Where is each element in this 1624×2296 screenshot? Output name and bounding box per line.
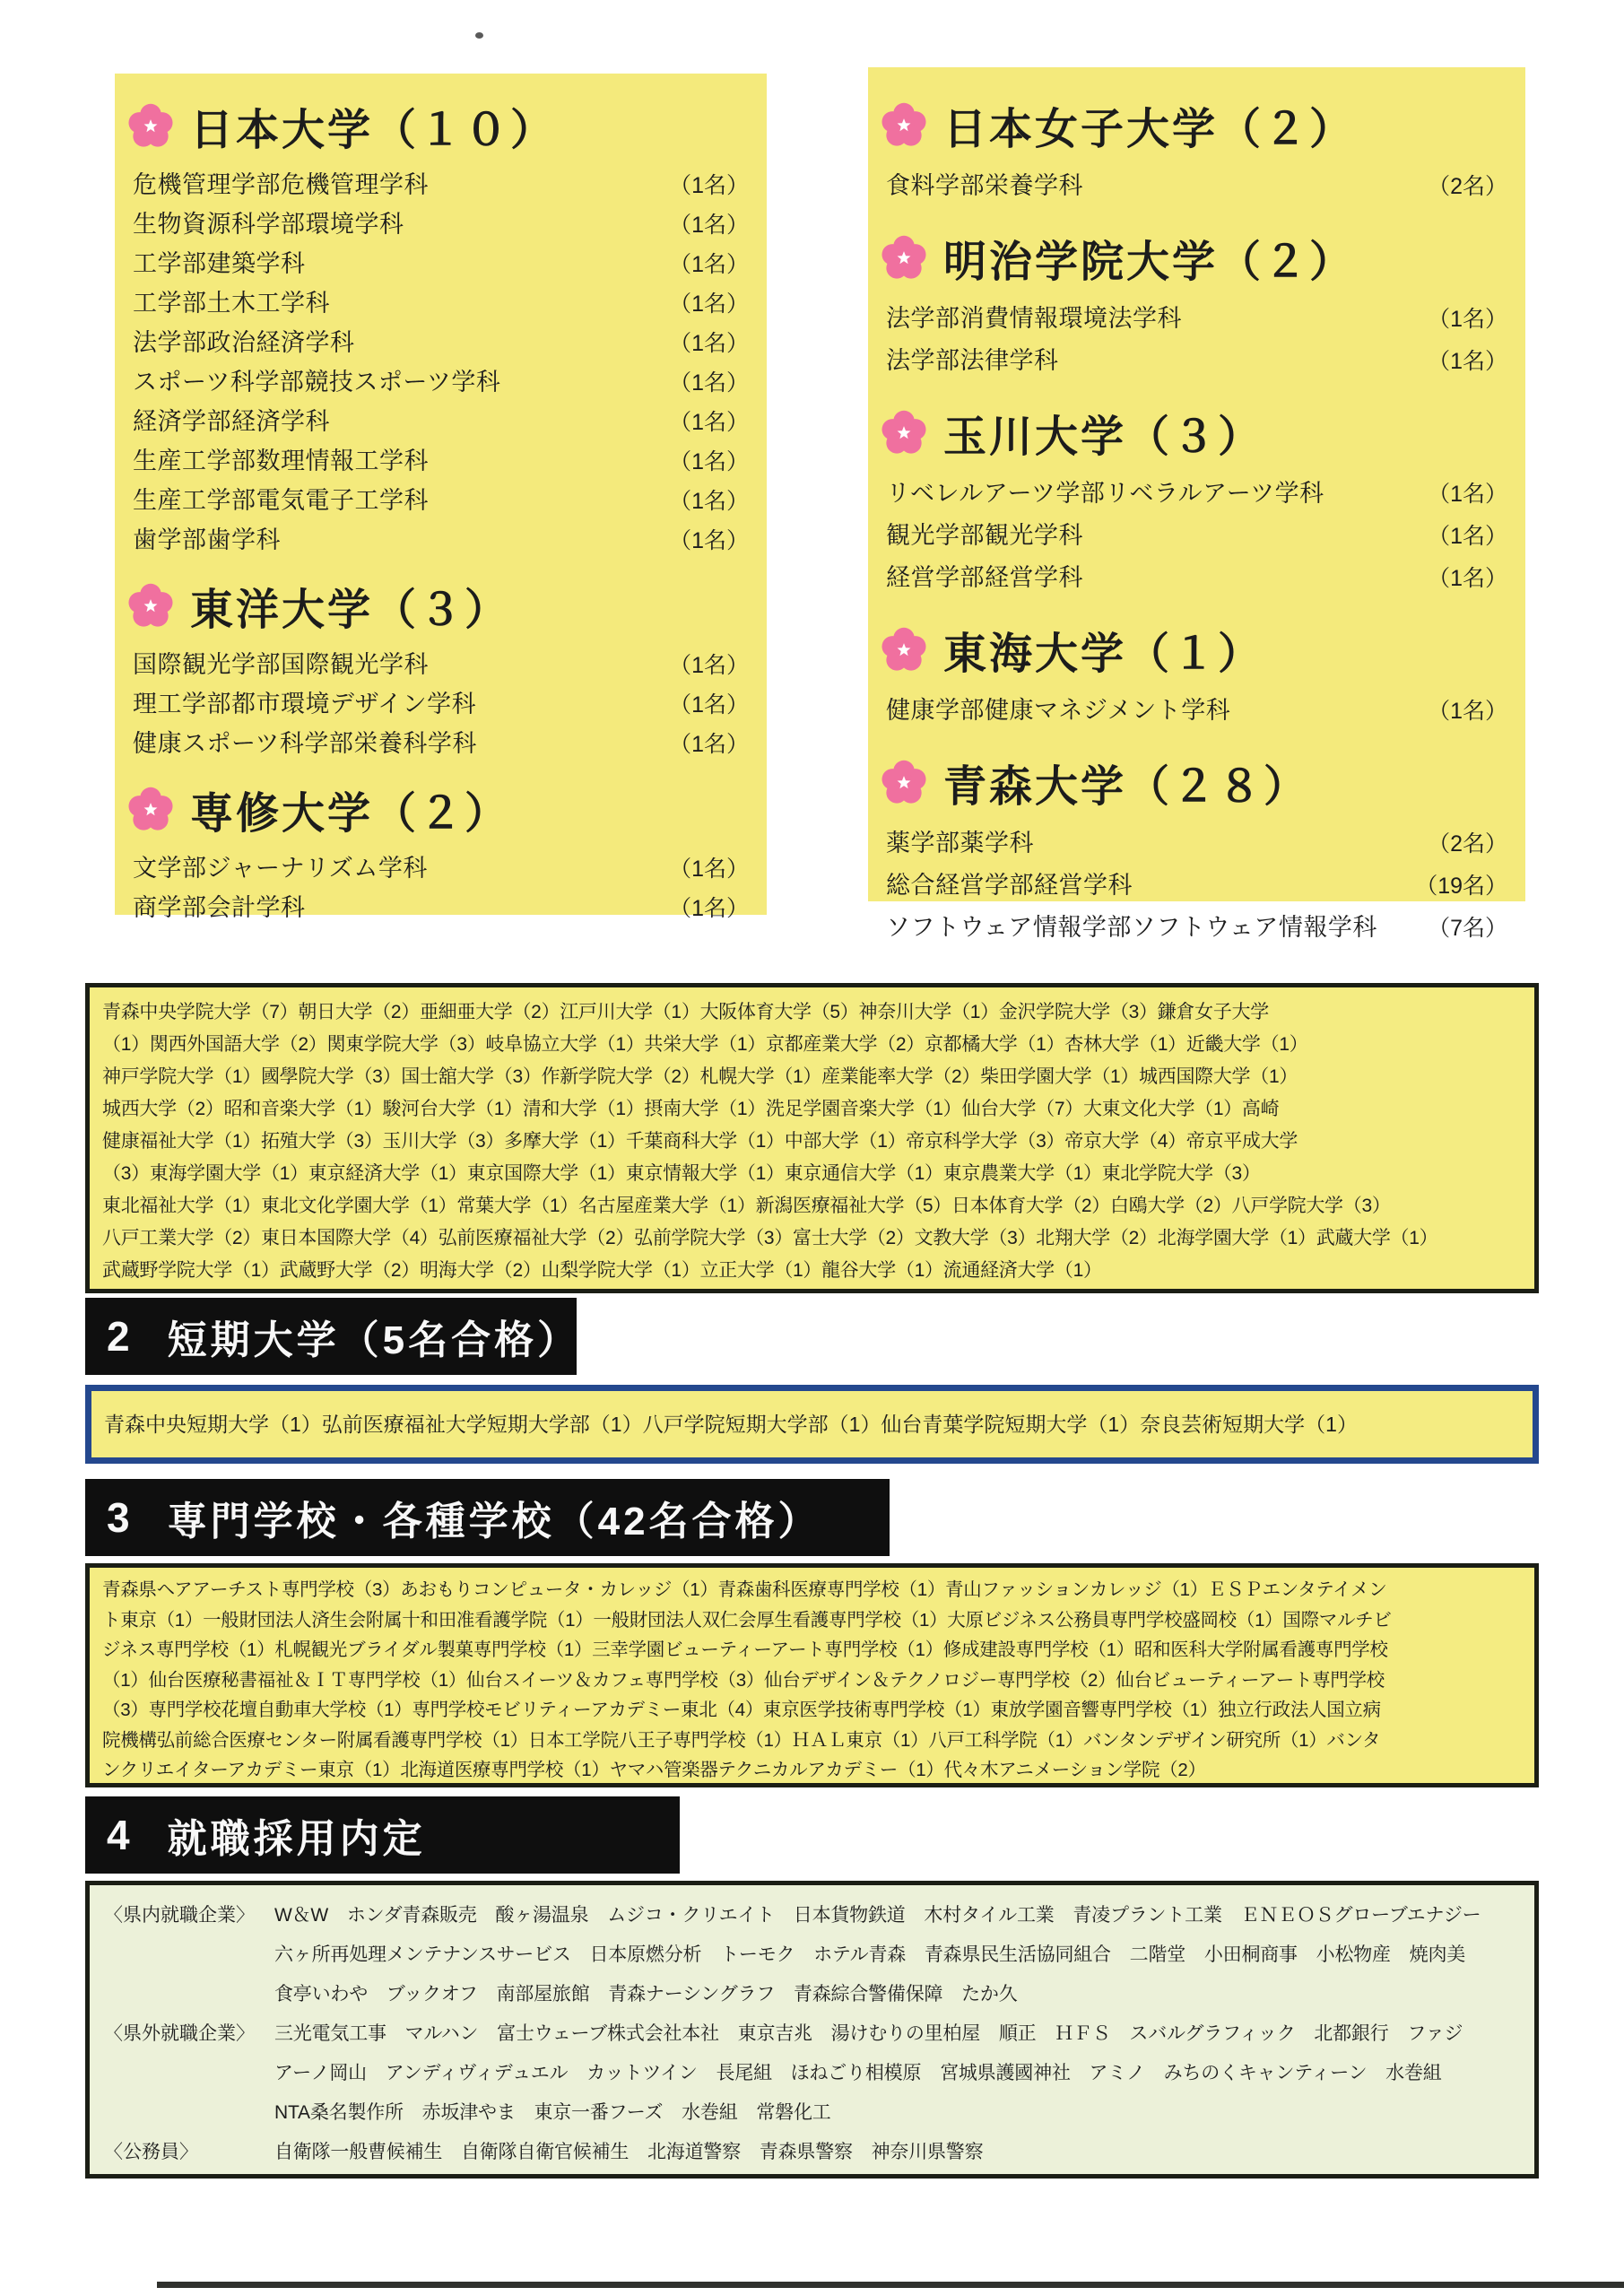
university-heading bbox=[879, 227, 1507, 289]
employment-companies-line: 食亭いわや ブックオフ 南部屋旅館 青森ナーシングラフ 青森綜合警備保障 たか久 bbox=[274, 1984, 1018, 2005]
department-name: 生産工学部数理情報工学科 bbox=[133, 448, 429, 474]
section-number: 2 bbox=[107, 1313, 130, 1360]
section-header-tandai bbox=[85, 1298, 581, 1375]
other-universities-line: 武蔵野学院大学（1）武蔵野大学（2）明海大学（2）山梨学院大学（1）立正大学（1）龍谷大学（1）流通経済大学（1） bbox=[102, 1260, 1102, 1281]
sakura-flower-icon bbox=[879, 758, 929, 808]
department-count: （1名） bbox=[669, 692, 749, 718]
department-name: 経済学部経済学科 bbox=[133, 408, 330, 435]
employment-category-label: 〈県内就職企業〉 bbox=[104, 1905, 255, 1926]
university-title: 青森大学（２８） bbox=[943, 763, 1310, 811]
employment-companies-line: 自衛隊一般曹候補生 自衛隊自衛官候補生 北海道警察 青森県警察 神奈川県警察 bbox=[274, 2142, 984, 2162]
department-count: （1名） bbox=[669, 370, 749, 396]
department-count: （1名） bbox=[669, 857, 749, 882]
department-row bbox=[133, 685, 749, 725]
employment-category-label bbox=[104, 2093, 274, 2133]
vocational-schools-line: 院機構弘前総合医療センター附属看護専門学校（1）日本工学院八王子専門学校（1）ＨＡＬ東京（1）八戸工科学院（1）バンタンデザイン研究所（1）バンタ bbox=[102, 1729, 1381, 1751]
department-row bbox=[886, 298, 1507, 340]
employment-category-label bbox=[104, 1975, 274, 2014]
sakura-flower-icon bbox=[126, 581, 176, 631]
tandai-results-box bbox=[85, 1385, 1539, 1464]
department-count: （1名） bbox=[669, 252, 749, 277]
department-count: （1名） bbox=[669, 291, 749, 317]
other-universities-box bbox=[85, 983, 1539, 1293]
employment-row bbox=[104, 2054, 1520, 2093]
department-row bbox=[133, 166, 749, 205]
section-title: 短期大学（5名合格） bbox=[167, 1318, 581, 1362]
vocational-schools-line: ト東京（1）一般財団法人済生会附属十和田准看護学院（1）一般財団法人双仁会厚生看護専門学校（1）大原ビジネス公務員専門学校盛岡校（1）国際マルチビ bbox=[102, 1609, 1392, 1631]
department-name: ソフトウェア情報学部ソフトウェア情報学科 bbox=[886, 914, 1377, 941]
employment-companies-line: NTA桑名製作所 赤坂津やま 東京一番フーズ 水巻組 常磐化工 bbox=[274, 2102, 831, 2123]
sakura-flower-icon bbox=[126, 581, 176, 631]
sakura-flower-icon bbox=[126, 785, 176, 835]
sakura-flower-icon bbox=[879, 100, 929, 151]
university-heading bbox=[126, 778, 749, 840]
sakura-flower-icon bbox=[879, 233, 929, 283]
section-title: 専門学校・各種学校（42名合格） bbox=[167, 1500, 821, 1544]
section-number: 3 bbox=[107, 1494, 130, 1541]
department-name: 国際観光学部国際観光学科 bbox=[133, 651, 429, 678]
department-name: 法学部消費情報環境法学科 bbox=[886, 305, 1182, 332]
department-row bbox=[886, 865, 1507, 907]
vocational-schools-line: 青森県ヘアアーチスト専門学校（3）あおもりコンピュータ・カレッジ（1）青森歯科医療専門学校（1）青山ファッションカレッジ（1）ＥＳＰエンタテイメン bbox=[102, 1579, 1387, 1600]
university-title: 東海大学（１） bbox=[943, 631, 1264, 678]
tandai-results-line: 青森中央短期大学（1）弘前医療福祉大学短期大学部（1）八戸学院短期大学部（1）仙台青葉学院短期大学（1）奈良芸術短期大学（1） bbox=[104, 1413, 1358, 1436]
department-name: スポーツ科学部競技スポーツ学科 bbox=[133, 369, 501, 396]
other-universities-line: （3）東海学園大学（1）東京経済大学（1）東京国際大学（1）東京情報大学（1）東京通信大学（1）東京農業大学（1）東北学院大学（3） bbox=[102, 1163, 1261, 1184]
department-row bbox=[886, 907, 1507, 949]
department-name: 危機管理学部危機管理学科 bbox=[133, 171, 429, 198]
department-row bbox=[133, 725, 749, 764]
department-name: 法学部法律学科 bbox=[886, 347, 1059, 374]
department-name: 食料学部栄養学科 bbox=[886, 172, 1083, 199]
department-name: 健康学部健康マネジメント学科 bbox=[886, 697, 1231, 724]
employment-row bbox=[104, 2093, 1520, 2133]
employment-companies-line: 六ヶ所再処理メンテナンスサービス 日本原燃分析 トーモク ホテル青森 青森県民生活協同組合 二階堂 小田桐商事 小松物産 焼肉美 bbox=[274, 1944, 1466, 1965]
other-universities-line: 神戸学院大学（1）國學院大学（3）国士舘大学（3）作新学院大学（2）札幌大学（1）産業能率大学（2）柴田学園大学（1）城西国際大学（1） bbox=[102, 1066, 1298, 1087]
other-universities-line: 八戸工業大学（2）東日本国際大学（4）弘前医療福祉大学（2）弘前学院大学（3）富士大学（2）文教大学（3）北翔大学（2）北海学園大学（1）武蔵大学（1） bbox=[102, 1228, 1438, 1248]
employment-row bbox=[104, 1896, 1520, 1935]
department-count: （1名） bbox=[1428, 482, 1507, 507]
other-universities-line: 城西大学（2）昭和音楽大学（1）駿河台大学（1）清和大学（1）摂南大学（1）洗足学園音楽大学（1）仙台大学（7）大東文化大学（1）高崎 bbox=[102, 1099, 1280, 1119]
department-count: （2名） bbox=[1428, 831, 1507, 857]
department-row bbox=[886, 473, 1507, 515]
university-title: 明治学院大学（２） bbox=[943, 239, 1356, 286]
other-universities-line: 青森中央学院大学（7）朝日大学（2）亜細亜大学（2）江戸川大学（1）大阪体育大学（5）神奈川大学（1）金沢学院大学（3）鎌倉女子大学 bbox=[102, 1002, 1269, 1022]
sakura-flower-icon bbox=[879, 408, 929, 458]
department-name: 理工学部都市環境デザイン学科 bbox=[133, 691, 477, 718]
university-results-box-right bbox=[868, 67, 1525, 941]
department-name: 文学部ジャーナリズム学科 bbox=[133, 855, 428, 882]
employment-category-label: 〈県外就職企業〉 bbox=[104, 2023, 255, 2044]
vocational-schools-line: ジネス専門学校（1）札幌観光ブライダル製菓専門学校（1）三幸学園ビューティーアート専門学校（1）修成建設専門学校（1）昭和医科大学附属看護専門学校 bbox=[102, 1639, 1388, 1660]
university-title: 専修大学（２） bbox=[190, 790, 511, 838]
department-count: （1名） bbox=[669, 732, 749, 757]
department-name: 商学部会計学科 bbox=[133, 894, 306, 921]
department-count: （1名） bbox=[1428, 699, 1507, 724]
department-row bbox=[886, 165, 1507, 207]
university-heading bbox=[879, 402, 1507, 464]
department-count: （1名） bbox=[669, 528, 749, 553]
department-row bbox=[133, 482, 749, 521]
employment-offers-box bbox=[85, 1881, 1539, 2179]
department-count: （1名） bbox=[1428, 307, 1507, 332]
department-row bbox=[133, 521, 749, 561]
university-title: 東洋大学（３） bbox=[190, 587, 511, 634]
department-name: 経営学部経営学科 bbox=[886, 564, 1083, 591]
department-name: 工学部土木工学科 bbox=[133, 290, 330, 317]
employment-companies-line: W＆W ホンダ青森販売 酸ヶ湯温泉 ムジコ・クリエイト 日本貨物鉄道 木村タイル工業 青凌プラント工業 ＥＮＥＯＳグローブエナジー bbox=[274, 1905, 1481, 1926]
department-name: 総合経営学部経営学科 bbox=[886, 872, 1133, 899]
department-count: （1名） bbox=[1428, 566, 1507, 591]
department-count: （19名） bbox=[1415, 874, 1507, 899]
department-row bbox=[133, 284, 749, 324]
sakura-flower-icon bbox=[126, 101, 176, 152]
university-title: 玉川大学（３） bbox=[943, 413, 1264, 461]
section-number: 4 bbox=[107, 1812, 130, 1858]
vocational-schools-line: （1）仙台医療秘書福祉＆ＩＴ専門学校（1）仙台スイーツ＆カフェ専門学校（3）仙台デザイン＆テクノロジー専門学校（2）仙台ビューティーアート専門学校 bbox=[102, 1669, 1385, 1691]
section-header-employment bbox=[85, 1796, 680, 1874]
other-universities-line: 東北福祉大学（1）東北文化学園大学（1）常葉大学（1）名古屋産業大学（1）新潟医療福祉大学（5）日本体育大学（2）白鴎大学（2）八戸学院大学（3） bbox=[102, 1196, 1391, 1216]
department-name: 健康スポーツ科学部栄養科学科 bbox=[133, 730, 477, 757]
scan-artifact-line bbox=[157, 2282, 1624, 2288]
department-row bbox=[133, 889, 749, 928]
university-heading bbox=[126, 95, 749, 157]
department-count: （1名） bbox=[1428, 524, 1507, 549]
sakura-flower-icon bbox=[879, 758, 929, 808]
employment-category-label bbox=[104, 1935, 274, 1975]
department-name: 歯学部歯学科 bbox=[133, 526, 281, 553]
department-name: リベレルアーツ学部リベラルアーツ学科 bbox=[886, 480, 1324, 507]
university-heading bbox=[126, 575, 749, 637]
department-row bbox=[133, 403, 749, 442]
department-count: （7名） bbox=[1428, 916, 1507, 941]
employment-row bbox=[104, 1975, 1520, 2014]
department-row bbox=[133, 205, 749, 245]
department-row bbox=[133, 646, 749, 685]
employment-row bbox=[104, 2133, 1520, 2172]
department-count: （1名） bbox=[669, 213, 749, 238]
employment-category-label: 〈公務員〉 bbox=[104, 2142, 198, 2162]
department-name: 薬学部薬学科 bbox=[886, 830, 1034, 857]
other-universities-line: （1）関西外国語大学（2）関東学院大学（3）岐阜協立大学（1）共栄大学（1）京都産業大学（2）京都橘大学（1）杏林大学（1）近畿大学（1） bbox=[102, 1034, 1308, 1055]
other-universities-line: 健康福祉大学（1）拓殖大学（3）玉川大学（3）多摩大学（1）千葉商科大学（1）中部大学（1）帝京科学大学（3）帝京大学（4）帝京平成大学 bbox=[102, 1131, 1298, 1152]
department-row bbox=[886, 690, 1507, 732]
employment-row bbox=[104, 2014, 1520, 2054]
department-name: 生産工学部電気電子工学科 bbox=[133, 487, 429, 514]
department-count: （2名） bbox=[1428, 174, 1507, 199]
department-count: （1名） bbox=[1428, 349, 1507, 374]
section-title: 就職採用内定 bbox=[167, 1817, 426, 1861]
department-name: 観光学部観光学科 bbox=[886, 522, 1083, 549]
department-count: （1名） bbox=[669, 173, 749, 198]
department-row bbox=[133, 849, 749, 889]
department-row bbox=[133, 324, 749, 363]
department-row bbox=[886, 340, 1507, 382]
employment-companies-line: 三光電気工事 マルハン 富士ウェーブ株式会社本社 東京吉兆 湯けむりの里柏屋 順正 ＨＦＳ スバルグラフィック 北都銀行 ファジ bbox=[274, 2023, 1463, 2044]
university-heading bbox=[879, 619, 1507, 681]
department-row bbox=[886, 515, 1507, 557]
university-heading bbox=[879, 752, 1507, 813]
department-row bbox=[133, 245, 749, 284]
department-name: 工学部建築学科 bbox=[133, 250, 306, 277]
university-title: 日本大学（１０） bbox=[190, 107, 557, 154]
department-count: （1名） bbox=[669, 896, 749, 921]
department-name: 法学部政治経済学科 bbox=[133, 329, 355, 356]
university-title: 日本女子大学（２） bbox=[943, 106, 1356, 153]
sakura-flower-icon bbox=[879, 233, 929, 283]
sakura-flower-icon bbox=[126, 785, 176, 835]
department-count: （1名） bbox=[669, 449, 749, 474]
employment-row bbox=[104, 1935, 1520, 1975]
sakura-flower-icon bbox=[879, 625, 929, 675]
department-row bbox=[133, 363, 749, 403]
scan-artifact-dot bbox=[475, 32, 483, 39]
vocational-schools-box bbox=[85, 1563, 1539, 1787]
section-header-senmon bbox=[85, 1479, 890, 1556]
department-name: 生物資源科学部環境学科 bbox=[133, 211, 404, 238]
department-row bbox=[886, 557, 1507, 599]
department-row bbox=[886, 822, 1507, 865]
vocational-schools-line: ンクリエイターアカデミー東京（1）北海道医療専門学校（1）ヤマハ管楽器テクニカルアカデミー（1）代々木アニメーション学院（2） bbox=[102, 1760, 1206, 1780]
vocational-schools-line: （3）専門学校花壇自動車大学校（1）専門学校モビリティーアカデミー東北（4）東京医学技術専門学校（1）東放学園音響専門学校（1）独立行政法人国立病 bbox=[102, 1700, 1381, 1720]
sakura-flower-icon bbox=[126, 101, 176, 152]
sakura-flower-icon bbox=[879, 625, 929, 675]
university-results-box-left bbox=[115, 74, 767, 921]
university-heading bbox=[879, 94, 1507, 156]
sakura-flower-icon bbox=[879, 100, 929, 151]
sakura-flower-icon bbox=[879, 408, 929, 458]
employment-companies-line: アーノ岡山 アンディヴィデュエル カットツイン 長尾組 ほねごり相模原 宮城県護國神社 アミノ みちのくキャンティーン 水巻組 bbox=[274, 2063, 1442, 2083]
department-count: （1名） bbox=[669, 410, 749, 435]
department-count: （1名） bbox=[669, 489, 749, 514]
employment-category-label bbox=[104, 2054, 274, 2093]
department-count: （1名） bbox=[669, 331, 749, 356]
department-count: （1名） bbox=[669, 653, 749, 678]
department-row bbox=[133, 442, 749, 482]
